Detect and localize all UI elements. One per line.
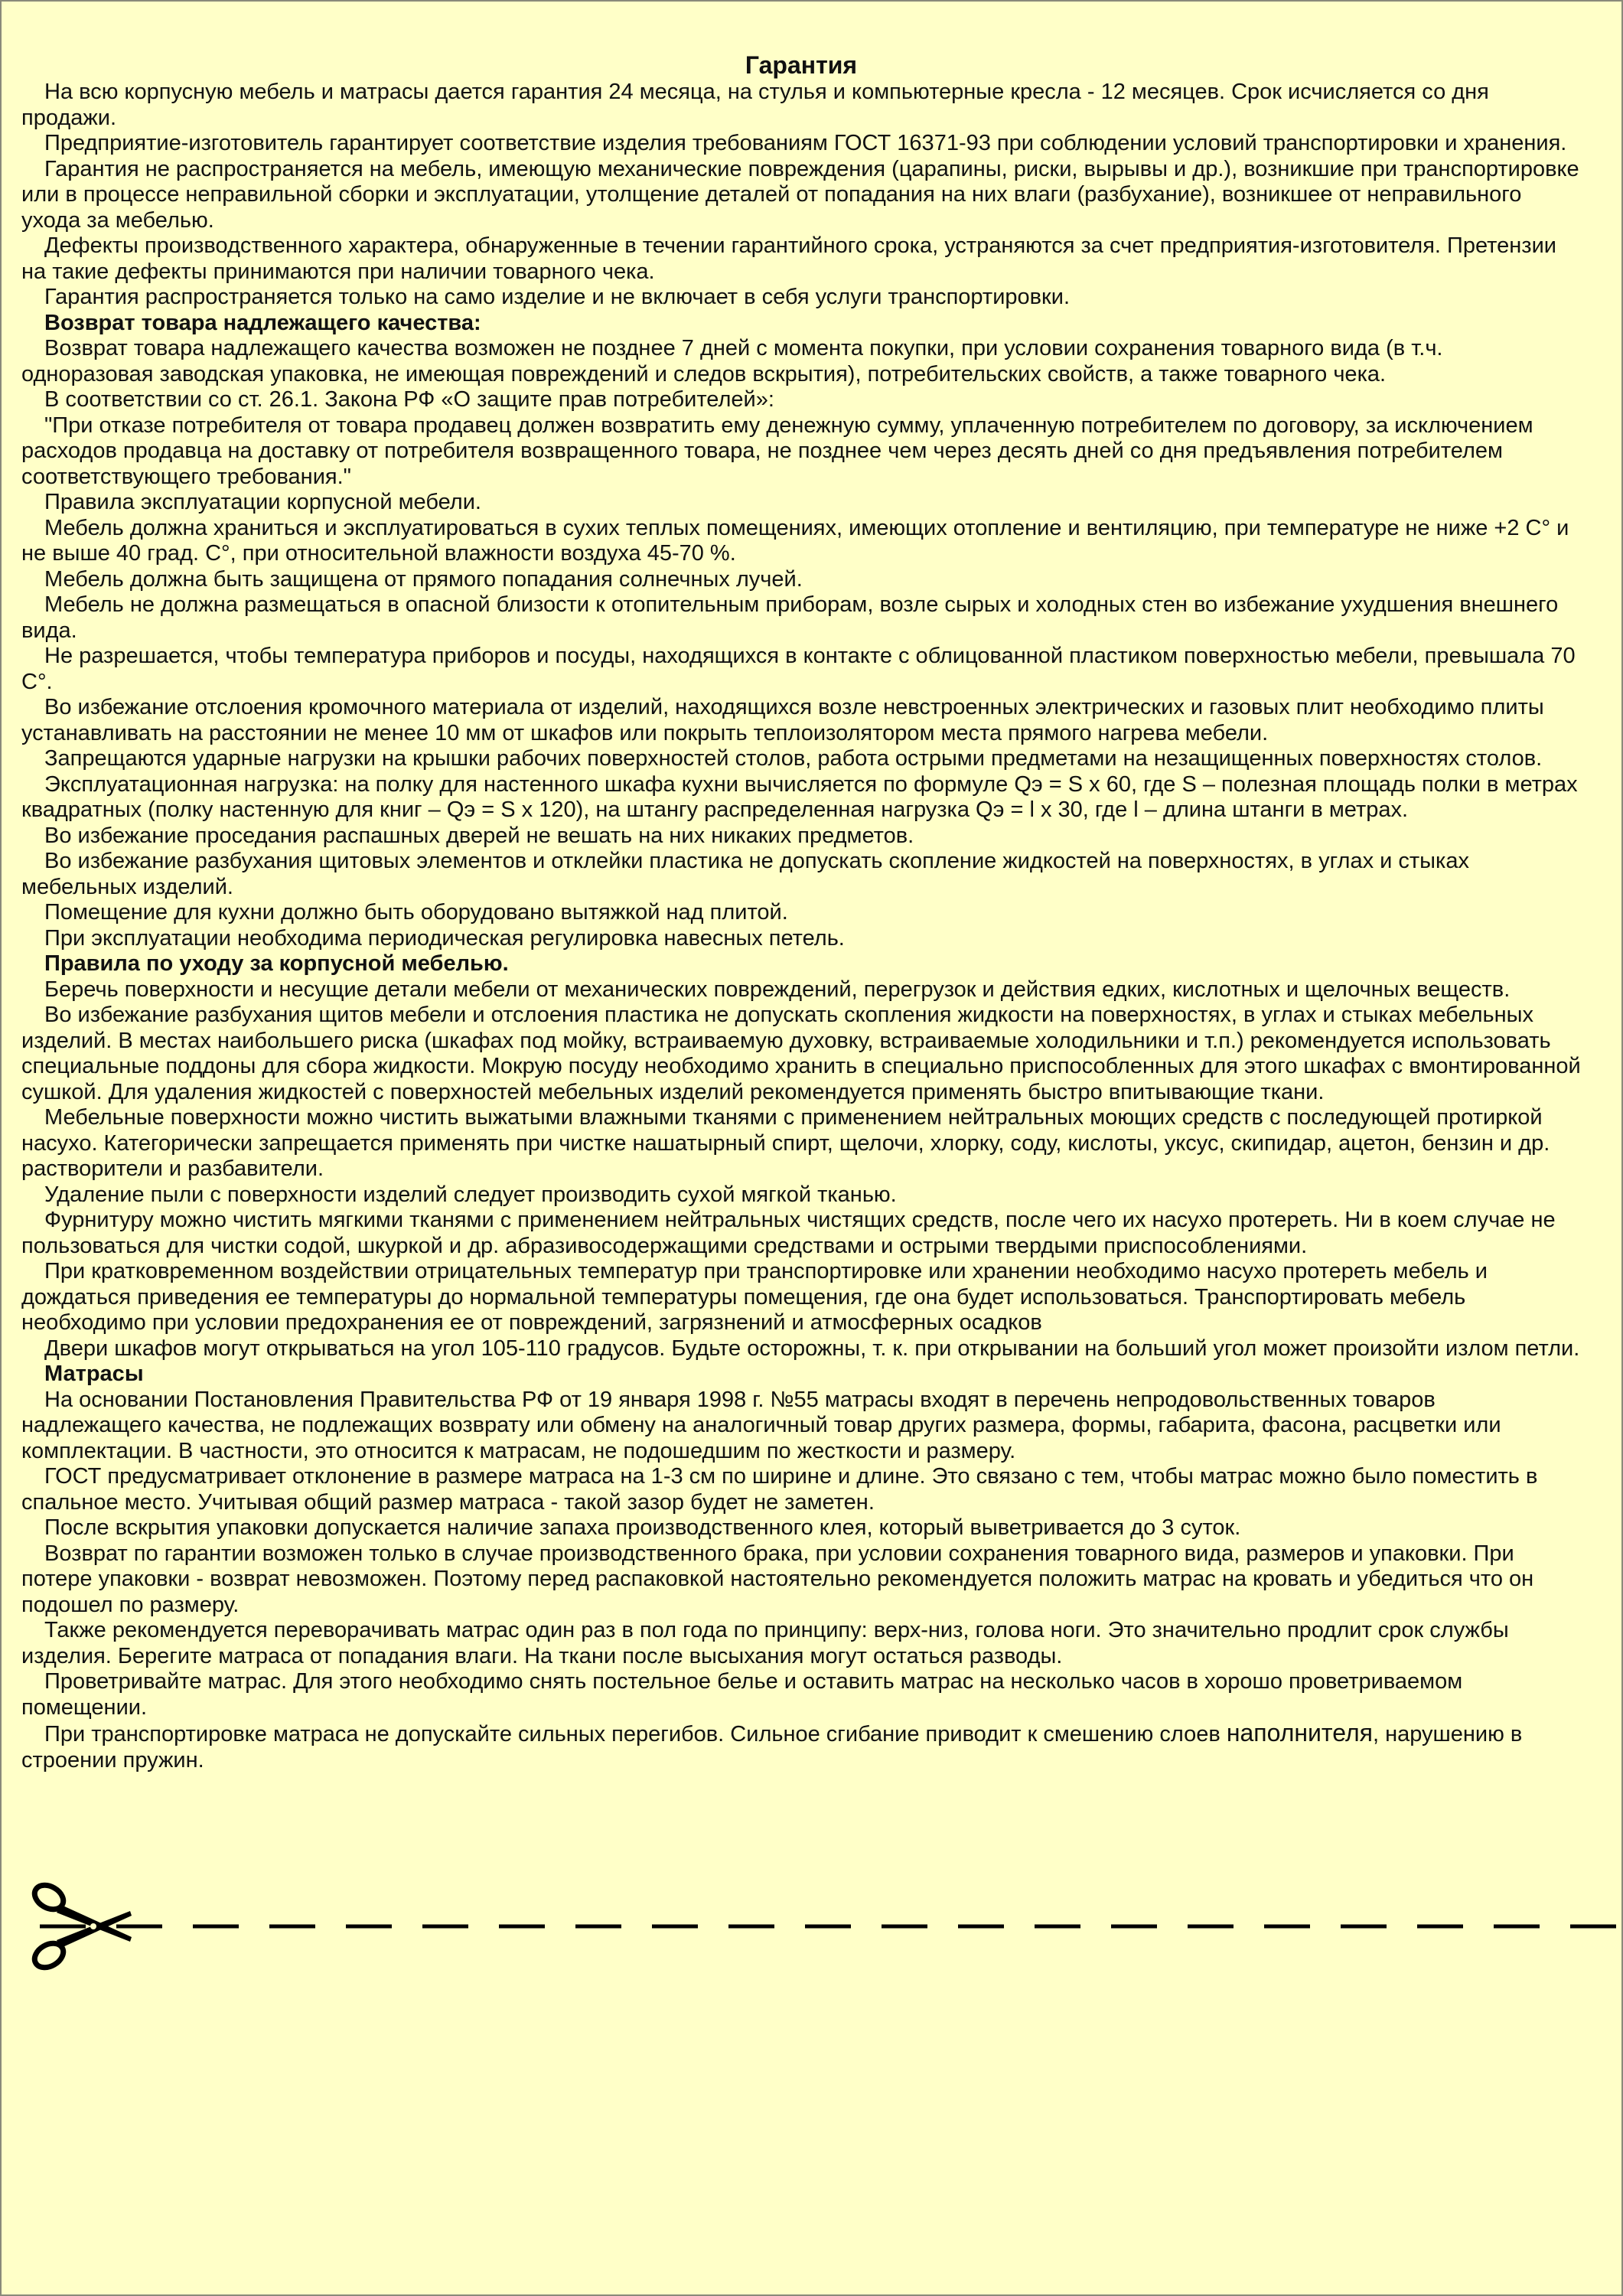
section-heading-return: Возврат товара надлежащего качества:	[44, 310, 481, 335]
paragraph: Мебель должна быть защищена от прямого попадания солнечных лучей.	[44, 566, 803, 592]
paragraph: Также рекомендуется переворачивать матрас один раз в пол года по принципу: верх-низ, голова ноги. Это значительно продлит срок службы изделия. Берегите матраса от попадания влаги. На ткани после высыхания могут остаться разводы.	[21, 1618, 1509, 1668]
paragraph-last	[21, 1720, 1581, 1773]
paragraph: Запрещаются ударные нагрузки на крышки рабочих поверхностей столов, работа острыми предметами на незащищенных поверхностях столов.	[44, 746, 1543, 771]
section-heading-care: Правила по уходу за корпусной мебелью.	[44, 951, 509, 976]
paragraph: Эксплуатационная нагрузка: на полку для настенного шкафа кухни вычисляется по формуле Qэ = S x 60, где S – полезная площадь полки в метрах квадратных (полку настенную для книг – Qэ = S x 120), на штангу распределенная нагрузка Qэ = l x 30, где l – длина штанги в метрах.	[21, 771, 1578, 822]
paragraph: Во избежание разбухания щитовых элементов и отклейки пластика не допускать скопление жидкостей на поверхностях, в углах и стыках мебельных изделий.	[21, 849, 1469, 899]
paragraph: Двери шкафов могут открываться на угол 105-110 градусов. Будьте осторожны, т. к. при открывании на больший угол может произойти излом петли.	[44, 1336, 1580, 1361]
page-title: Гарантия	[745, 51, 858, 79]
paragraph: Дефекты производственного характера, обнаруженные в течении гарантийного срока, устраняются за счет предприятия-изготовителя. Претензии на такие дефекты принимаются при наличии товарного чека.	[21, 233, 1556, 284]
paragraph: На всю корпусную мебель и матрасы дается гарантия 24 месяца, на стулья и компьютерные кресла - 12 месяцев. Срок исчисляется со дня продажи.	[21, 80, 1489, 130]
section-heading-mattress: Матрасы	[44, 1362, 144, 1386]
paragraph: Мебель должна храниться и эксплуатироваться в сухих теплых помещениях, имеющих отопление и вентиляцию, при температуре не ниже +2 С° и не выше 40 град. С°, при относительной влажности воздуха 45-70 %.	[21, 515, 1569, 566]
paragraph: Беречь поверхности и несущие детали мебели от механических повреждений, перегрузок и действия едких, кислотных и щелочных веществ.	[44, 977, 1511, 1002]
text-run-large: наполнителя	[1226, 1719, 1373, 1746]
paragraph: Проветривайте матрас. Для этого необходимо снять постельное белье и оставить матрас на несколько часов в хорошо проветриваемом помещении.	[21, 1669, 1463, 1720]
paragraph: Правила эксплуатации корпусной мебели.	[44, 490, 481, 514]
text-run: При транспортировке матраса не допускайте сильных перегибов. Сильное сгибание приводит к смешению слоев	[44, 1722, 1227, 1746]
cut-line	[17, 1880, 1616, 1972]
paragraph: Не разрешается, чтобы температура приборов и посуды, находящихся в контакте с облицованной пластиком поверхностью мебели, превышала 70 С°.	[21, 644, 1576, 694]
paragraph: Возврат товара надлежащего качества возможен не позднее 7 дней с момента покупки, при условии сохранения товарного вида (в т.ч. одноразовая заводская упаковка, не имеющая повреждений и следов вскрытия), потребительских свойств, а также товарного чека.	[21, 336, 1443, 386]
paragraph: Во избежание разбухания щитов мебели и отслоения пластика не допускать скопления жидкости на поверхностях, в углах и стыках мебельных изделий. В местах наибольшего риска (шкафах под мойку, встраиваемую духовку, встраиваемые холодильники и т.п.) рекомендуется использовать специальные поддоны для сбора жидкости. Мокрую посуду необходимо хранить в специально приспособленных для этого шкафах с вмонтированной сушкой. Для удаления жидкостей с поверхностей мебельных изделий рекомендуется применять быстро впитывающие ткани.	[21, 1003, 1581, 1104]
paragraph: Удаление пыли с поверхности изделий следует производить сухой мягкой тканью.	[44, 1182, 897, 1207]
paragraph: Предприятие-изготовитель гарантирует соответствие изделия требованиям ГОСТ 16371-93 при соблюдении условий транспортировки и хранения.	[44, 131, 1567, 155]
text-run: , нарушению в строении пружин.	[21, 1722, 1523, 1773]
paragraph: При кратковременном воздействии отрицательных температур при транспортировке или хранении необходимо насухо протереть мебель и дождаться приведения ее температуры до нормальной температуры помещения, где она будет использоваться. Транспортировать мебель необходимо при условии предохранения ее от повреждений, загрязнений и атмосферных осадков	[21, 1259, 1488, 1335]
paragraph: Во избежание отслоения кромочного материала от изделий, находящихся возле невстроенных электрических и газовых плит необходимо плиты устанавливать на расстоянии не менее 10 мм от шкафов или покрыть теплоизолятором места прямого нагрева мебели.	[21, 695, 1544, 745]
paragraph: Гарантия не распространяется на мебель, имеющую механические повреждения (царапины, риски, вырывы и др.), возникшие при транспортировке или в процессе неправильной сборки и эксплуатации, утолщение деталей от попадания на них влаги (разбухание), возникшее от неправильного ухода за мебелью.	[21, 156, 1579, 233]
paragraph: Мебель не должна размещаться в опасной близости к отопительным приборам, возле сырых и холодных стен во избежание ухудшения внешнего вида.	[21, 592, 1559, 643]
warranty-text	[21, 51, 1581, 1773]
paragraph: Гарантия распространяется только на само изделие и не включает в себя услуги транспортировки.	[44, 285, 1071, 309]
paragraph: Во избежание проседания распашных дверей не вешать на них никаких предметов.	[44, 823, 914, 848]
paragraph: Возврат по гарантии возможен только в случае производственного брака, при условии сохранения товарного вида, размеров и упаковки. При потере упаковки - возврат невозможен. Поэтому перед распаковкой настоятельно рекомендуется положить матрас на кровать и убедиться что он подошел по размеру.	[21, 1541, 1534, 1617]
paragraph: Мебельные поверхности можно чистить выжатыми влажными тканями с применением нейтральных моющих средств с последующей протиркой насухо. Категорически запрещается применять при чистке нашатырный спирт, щелочи, хлорку, соду, кислоты, уксус, скипидар, ацетон, бензин и др. растворители и разбавители.	[21, 1105, 1550, 1181]
paragraph: В соответствии со ст. 26.1. Закона РФ «О защите прав потребителей»:	[44, 387, 774, 412]
paragraph: Помещение для кухни должно быть оборудовано вытяжкой над плитой.	[44, 900, 788, 925]
paragraph: После вскрытия упаковки допускается наличие запаха производственного клея, который выветривается до 3 суток.	[44, 1515, 1241, 1540]
paragraph: При эксплуатации необходима периодическая регулировка навесных петель.	[44, 925, 845, 951]
paragraph: Фурнитуру можно чистить мягкими тканями с применением нейтральных чистящих средств, после чего их насухо протереть. Ни в коем случае не пользоваться для чистки содой, шкуркой и др. абразивосодержащими средствами и острыми твердыми приспособлениями.	[21, 1208, 1556, 1258]
paragraph: ГОСТ предусматривает отклонение в размере матраса на 1-3 см по ширине и длине. Это связано с тем, чтобы матрас можно было поместить в спальное место. Учитывая общий размер матраса - такой зазор будет не заметен.	[21, 1464, 1538, 1515]
paragraph: "При отказе потребителя от товара продавец должен возвратить ему денежную сумму, уплаченную потребителем по договору, за исключением расходов продавца на доставку от потребителя возвращенного товара, не позднее чем через десять дней со дня предъявления потребителем соответствующего требования."	[21, 413, 1533, 489]
paragraph: На основании Постановления Правительства РФ от 19 января 1998 г. №55 матрасы входят в перечень непродовольственных товаров надлежащего качества, не подлежащих возврату или обмену на аналогичный товар других размера, формы, габарита, фасона, расцветки или комплектации. В частности, это относится к матрасам, не подошедшим по жесткости и размеру.	[21, 1387, 1501, 1463]
